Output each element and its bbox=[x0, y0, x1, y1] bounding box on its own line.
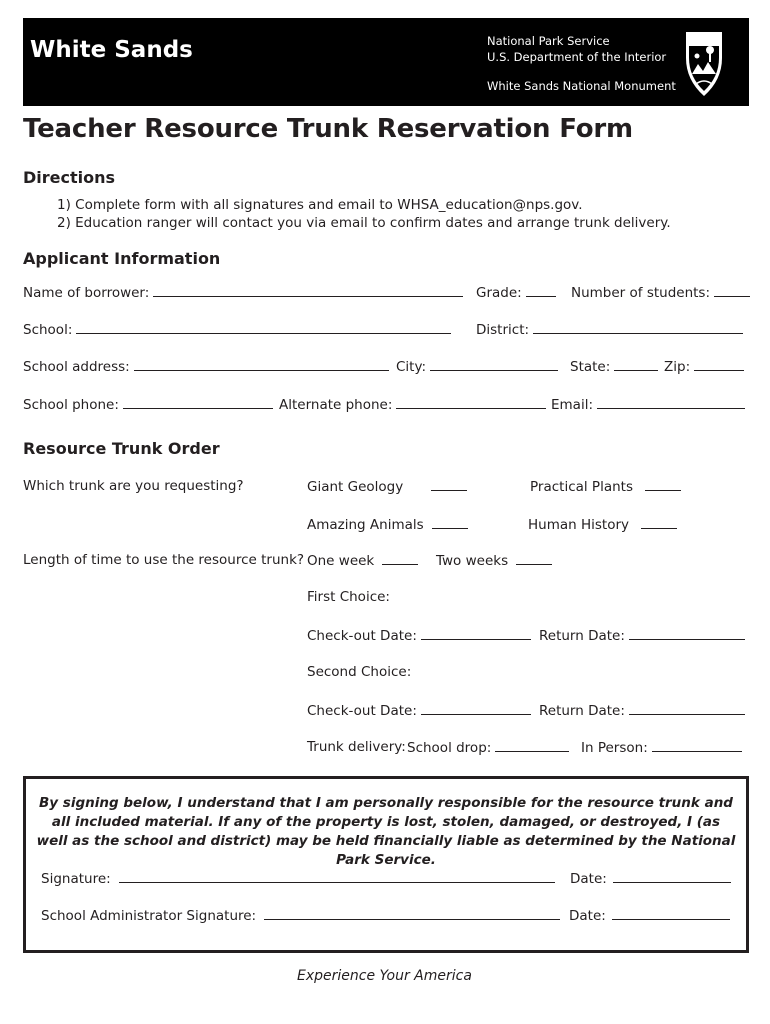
trunk-option-label: Human History bbox=[528, 517, 630, 533]
students-line[interactable] bbox=[714, 284, 750, 297]
school-field[interactable] bbox=[23, 321, 451, 338]
trunk-option-human-history[interactable] bbox=[528, 516, 677, 533]
admin-date-line[interactable] bbox=[612, 907, 730, 920]
borrower-name-field[interactable] bbox=[23, 284, 463, 301]
grade-line[interactable] bbox=[526, 284, 556, 297]
city-label: City: bbox=[396, 359, 427, 375]
state-line[interactable] bbox=[614, 358, 658, 371]
length-question: Length of time to use the resource trunk? bbox=[23, 552, 305, 568]
zip-label: Zip: bbox=[664, 359, 691, 375]
agreement-text: By signing below, I understand that I am personally responsible for the resource trunk and all included material. If any of the property is lost, stolen, damaged, or destroyed, I (as well as the school and district) may be held financially liable as determined by the National Park Service. bbox=[36, 795, 736, 868]
direction-step-1: 1) Complete form with all signatures and email to WHSA_education@nps.gov. bbox=[57, 197, 583, 213]
admin-date-label: Date: bbox=[569, 908, 606, 924]
return-line[interactable] bbox=[629, 627, 745, 640]
in-person-field[interactable] bbox=[581, 739, 742, 756]
trunk-delivery-label: Trunk delivery: bbox=[307, 739, 406, 755]
return-label: Return Date: bbox=[539, 628, 625, 644]
alt-phone-line[interactable] bbox=[396, 396, 546, 409]
email-field[interactable] bbox=[551, 396, 745, 413]
borrower-name-line[interactable] bbox=[153, 284, 463, 297]
signature-line[interactable] bbox=[119, 870, 555, 883]
second-checkout-field[interactable] bbox=[307, 702, 531, 719]
school-address-line[interactable] bbox=[134, 358, 389, 371]
first-return-field[interactable] bbox=[539, 627, 745, 644]
signature-label: Signature: bbox=[41, 871, 111, 887]
in-person-line[interactable] bbox=[652, 739, 742, 752]
district-label: District: bbox=[476, 322, 530, 338]
return-label: Return Date: bbox=[539, 703, 625, 719]
school-phone-label: School phone: bbox=[23, 397, 119, 413]
direction-step-2: 2) Education ranger will contact you via email to confirm dates and arrange trunk delivery. bbox=[57, 215, 671, 231]
school-line[interactable] bbox=[76, 321, 451, 334]
trunk-option-amazing-animals[interactable] bbox=[307, 516, 468, 533]
grade-field[interactable] bbox=[476, 284, 556, 301]
one-week-line[interactable] bbox=[382, 552, 418, 565]
order-heading: Resource Trunk Order bbox=[23, 439, 220, 458]
checkout-line[interactable] bbox=[421, 702, 531, 715]
school-drop-field[interactable] bbox=[407, 739, 569, 756]
signature-date-field[interactable] bbox=[570, 870, 731, 887]
state-field[interactable] bbox=[570, 358, 658, 375]
header-band bbox=[23, 18, 749, 106]
footer-tagline: Experience Your America bbox=[297, 968, 472, 984]
city-field[interactable] bbox=[396, 358, 558, 375]
first-choice-label: First Choice: bbox=[307, 589, 390, 605]
checkout-label: Check-out Date: bbox=[307, 703, 417, 719]
in-person-label: In Person: bbox=[581, 740, 648, 756]
second-return-field[interactable] bbox=[539, 702, 745, 719]
signature-date-line[interactable] bbox=[613, 870, 731, 883]
return-line[interactable] bbox=[629, 702, 745, 715]
admin-date-field[interactable] bbox=[569, 907, 730, 924]
two-weeks-line[interactable] bbox=[516, 552, 552, 565]
state-label: State: bbox=[570, 359, 611, 375]
email-line[interactable] bbox=[597, 396, 745, 409]
school-drop-line[interactable] bbox=[495, 739, 569, 752]
city-line[interactable] bbox=[430, 358, 558, 371]
signature-field[interactable] bbox=[41, 870, 555, 887]
students-field[interactable] bbox=[571, 284, 750, 301]
borrower-name-label: Name of borrower: bbox=[23, 285, 150, 301]
directions-heading: Directions bbox=[23, 168, 116, 187]
park-name: White Sands bbox=[30, 37, 193, 63]
trunk-option-practical-plants[interactable] bbox=[530, 478, 681, 495]
school-label: School: bbox=[23, 322, 73, 338]
zip-field[interactable] bbox=[664, 358, 744, 375]
checkout-label: Check-out Date: bbox=[307, 628, 417, 644]
one-week-option[interactable] bbox=[307, 552, 418, 569]
first-checkout-field[interactable] bbox=[307, 627, 531, 644]
admin-signature-field[interactable] bbox=[41, 907, 560, 924]
school-address-field[interactable] bbox=[23, 358, 389, 375]
district-line[interactable] bbox=[533, 321, 743, 334]
trunk-option-label: Amazing Animals bbox=[307, 517, 424, 533]
school-phone-field[interactable] bbox=[23, 396, 273, 413]
trunk-option-line[interactable] bbox=[432, 516, 468, 529]
admin-signature-line[interactable] bbox=[264, 907, 560, 920]
agency-line-2: U.S. Department of the Interior bbox=[487, 50, 667, 64]
trunk-option-line[interactable] bbox=[641, 516, 677, 529]
trunk-option-line[interactable] bbox=[431, 478, 467, 491]
trunk-option-line[interactable] bbox=[645, 478, 681, 491]
admin-signature-label: School Administrator Signature: bbox=[41, 908, 257, 924]
trunk-option-giant-geology[interactable] bbox=[307, 478, 467, 495]
agreement-box bbox=[23, 776, 749, 953]
checkout-line[interactable] bbox=[421, 627, 531, 640]
signature-date-label: Date: bbox=[570, 871, 607, 887]
trunk-question: Which trunk are you requesting? bbox=[23, 478, 244, 494]
form-title: Teacher Resource Trunk Reservation Form bbox=[23, 114, 633, 144]
agency-line-1: National Park Service bbox=[487, 34, 610, 48]
school-drop-label: School drop: bbox=[407, 740, 492, 756]
email-label: Email: bbox=[551, 397, 594, 413]
two-weeks-option[interactable] bbox=[436, 552, 552, 569]
two-weeks-label: Two weeks bbox=[436, 553, 509, 569]
second-choice-label: Second Choice: bbox=[307, 664, 412, 680]
school-address-label: School address: bbox=[23, 359, 130, 375]
zip-line[interactable] bbox=[694, 358, 744, 371]
trunk-option-label: Giant Geology bbox=[307, 479, 404, 495]
grade-label: Grade: bbox=[476, 285, 522, 301]
school-phone-line[interactable] bbox=[123, 396, 273, 409]
alt-phone-label: Alternate phone: bbox=[279, 397, 393, 413]
trunk-option-label: Practical Plants bbox=[530, 479, 633, 495]
one-week-label: One week bbox=[307, 553, 375, 569]
alt-phone-field[interactable] bbox=[279, 396, 546, 413]
students-label: Number of students: bbox=[571, 285, 711, 301]
district-field[interactable] bbox=[476, 321, 743, 338]
agency-block bbox=[487, 33, 666, 65]
nps-arrowhead-icon bbox=[682, 28, 726, 98]
unit-name: White Sands National Monument bbox=[487, 79, 676, 93]
applicant-heading: Applicant Information bbox=[23, 249, 221, 268]
